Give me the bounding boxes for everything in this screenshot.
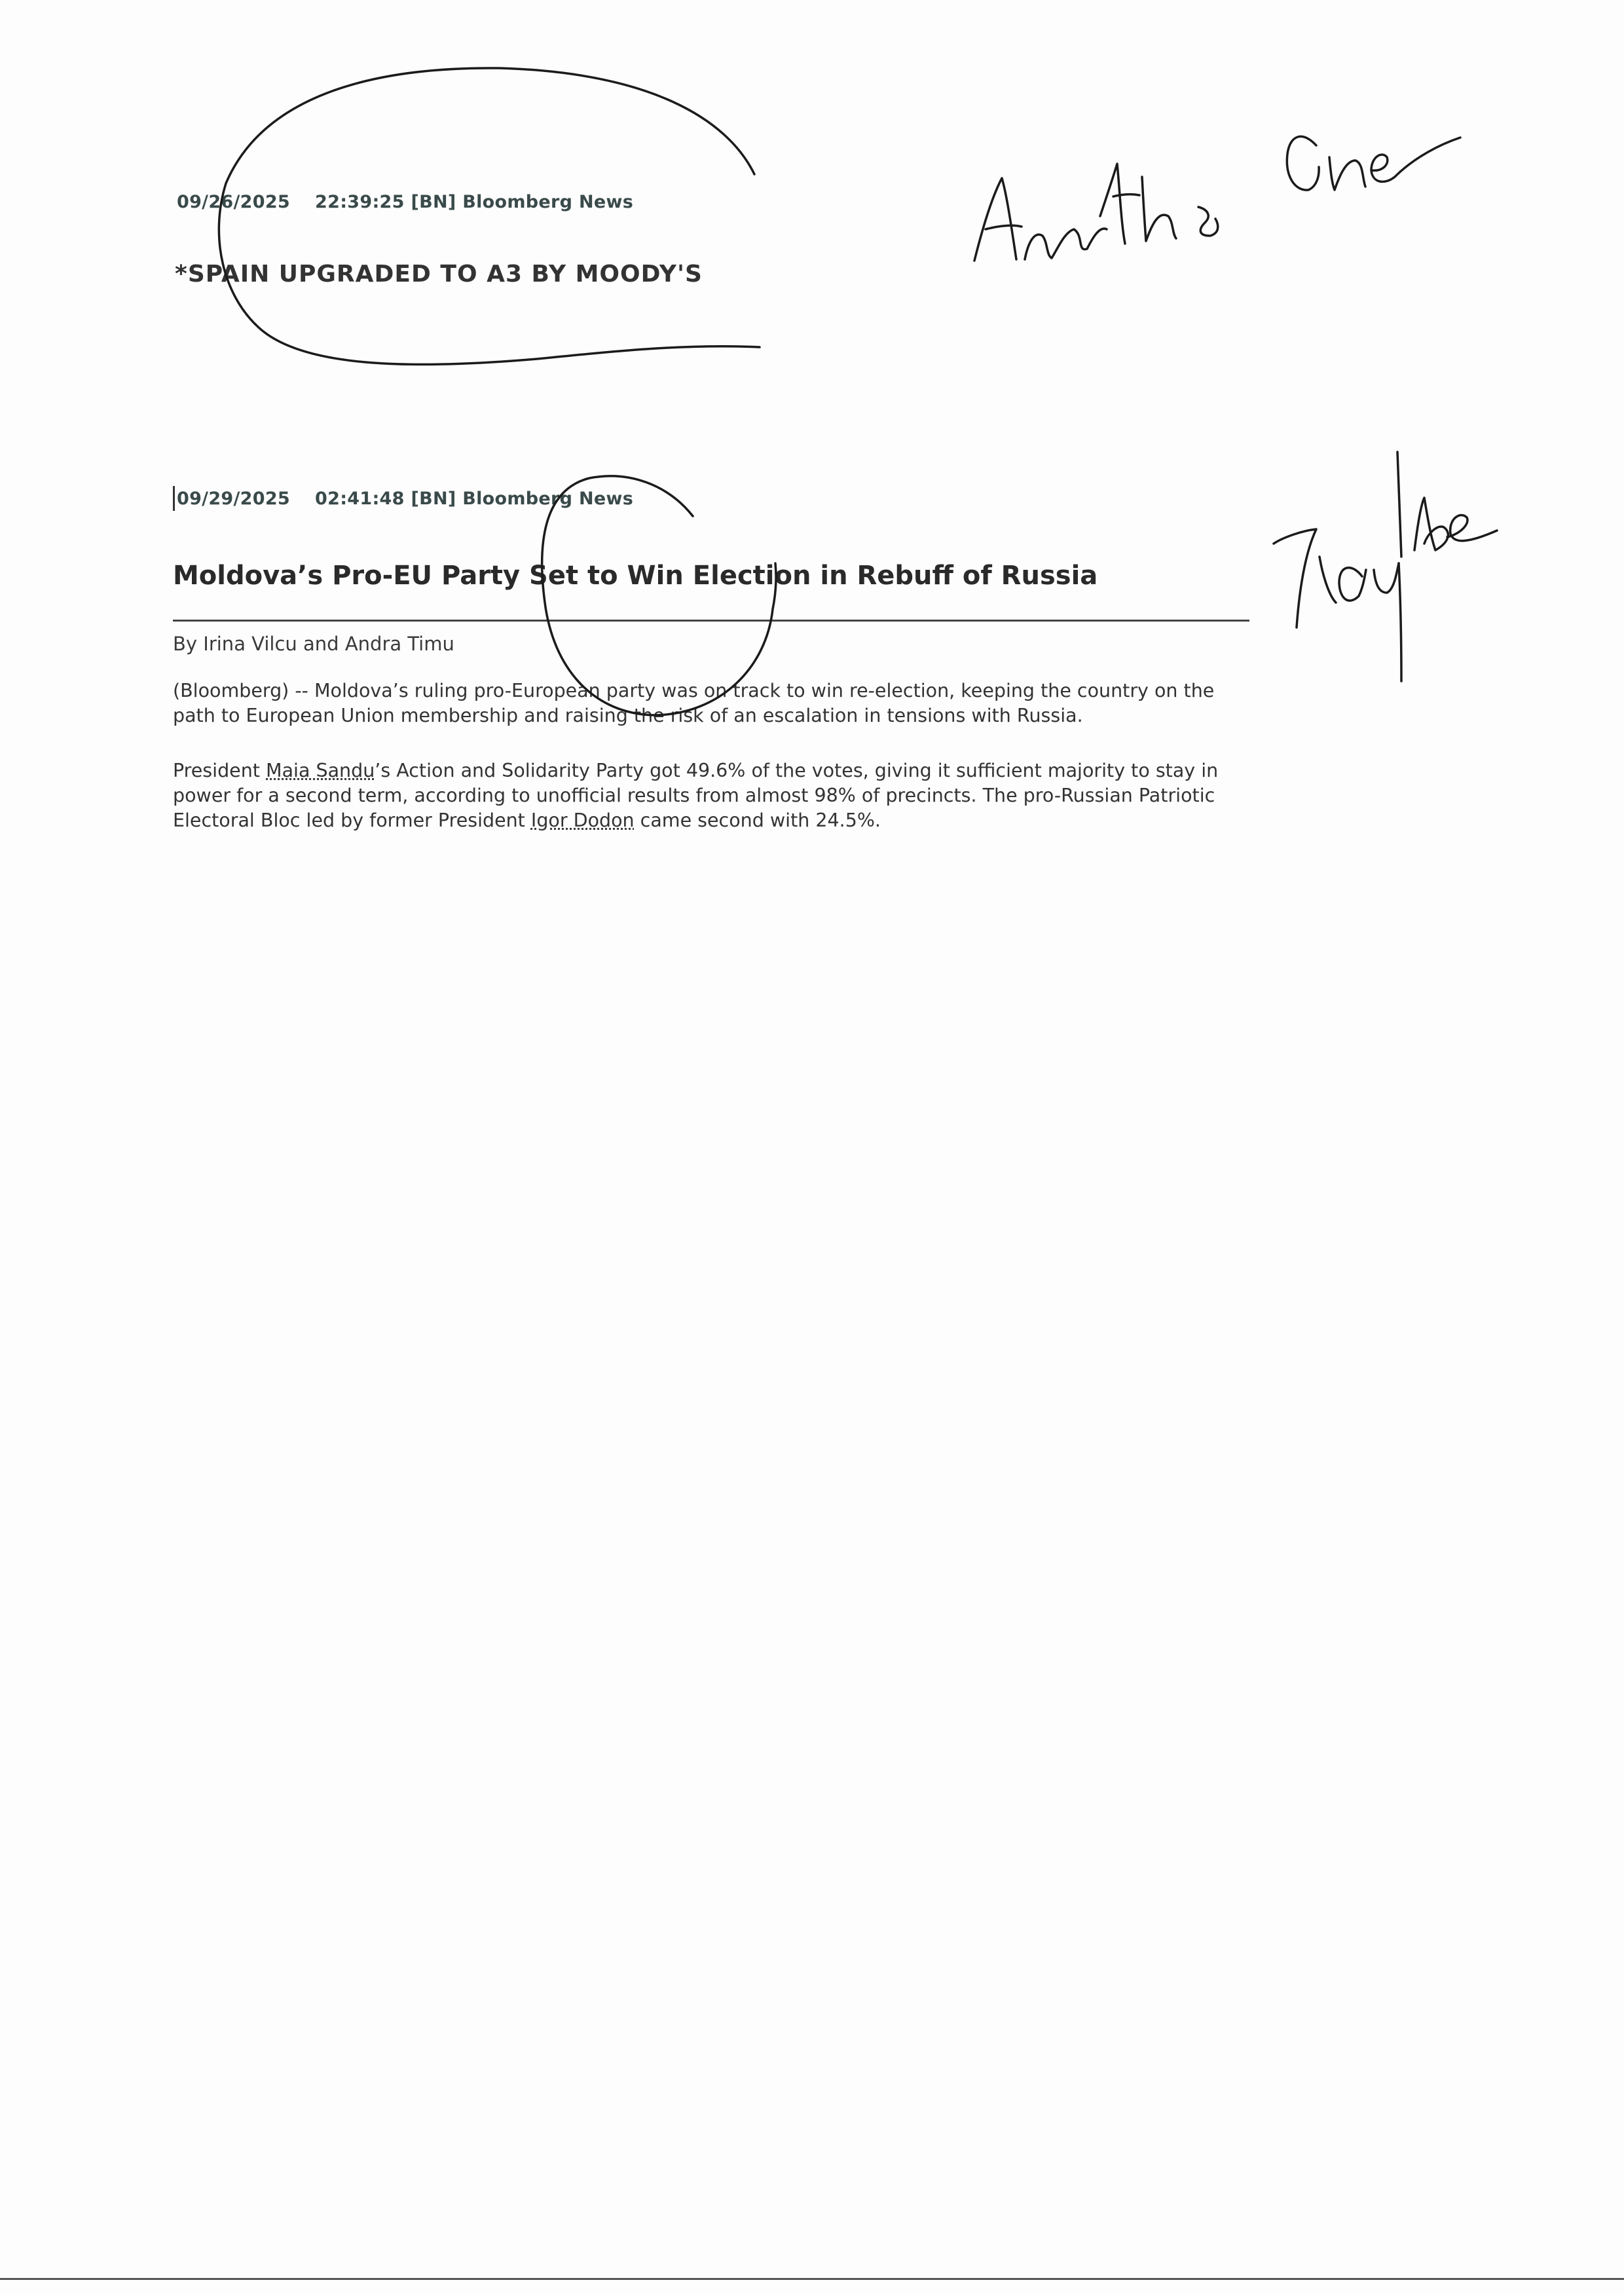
ink-note-another-one xyxy=(974,136,1460,261)
person-link-maia-sandu[interactable]: Maia Sandu xyxy=(266,760,375,781)
story2-headline: Moldova’s Pro-EU Party Set to Win Election in Rebuff of Russia xyxy=(173,561,1098,591)
story1-date: 09/26/2025 xyxy=(177,192,291,212)
bottom-edge-line xyxy=(0,2278,1624,2280)
story2-paragraph-1: (Bloomberg) -- Moldova’s ruling pro-European party was on track to win re-election, keeping the country on the path to European Union membership and raising the risk of an escalation in tensions with Russia. xyxy=(173,680,1215,726)
headline-divider xyxy=(173,620,1249,622)
story2-source: [BN] Bloomberg News xyxy=(411,489,634,509)
story1-headline: *SPAIN UPGRADED TO A3 BY MOODY'S xyxy=(175,261,703,288)
story2-byline: By Irina Vilcu and Andra Timu xyxy=(173,633,454,655)
story2-paragraph-2: President Maia Sandu’s Action and Solidarity Party got 49.6% of the votes, giving it sufficient majority to stay in power for a second term, according to unofficial results from almost 98% of precincts. The pro-Russian Patriotic Electoral Bloc led by former President Igor Dodon came second with 24.5%. xyxy=(173,760,1219,831)
person-link-igor-dodon[interactable]: Igor Dodon xyxy=(530,810,635,831)
story2-date: 09/29/2025 xyxy=(177,489,291,509)
text-cursor xyxy=(173,486,175,511)
ink-note-maybe xyxy=(1274,452,1497,681)
story1-time: 22:39:25 xyxy=(315,192,405,212)
story1-meta xyxy=(177,192,633,212)
story1-source: [BN] Bloomberg News xyxy=(411,192,634,212)
story2-meta xyxy=(177,489,633,509)
story2-time: 02:41:48 xyxy=(315,489,405,509)
ink-circle-story1 xyxy=(219,68,760,365)
